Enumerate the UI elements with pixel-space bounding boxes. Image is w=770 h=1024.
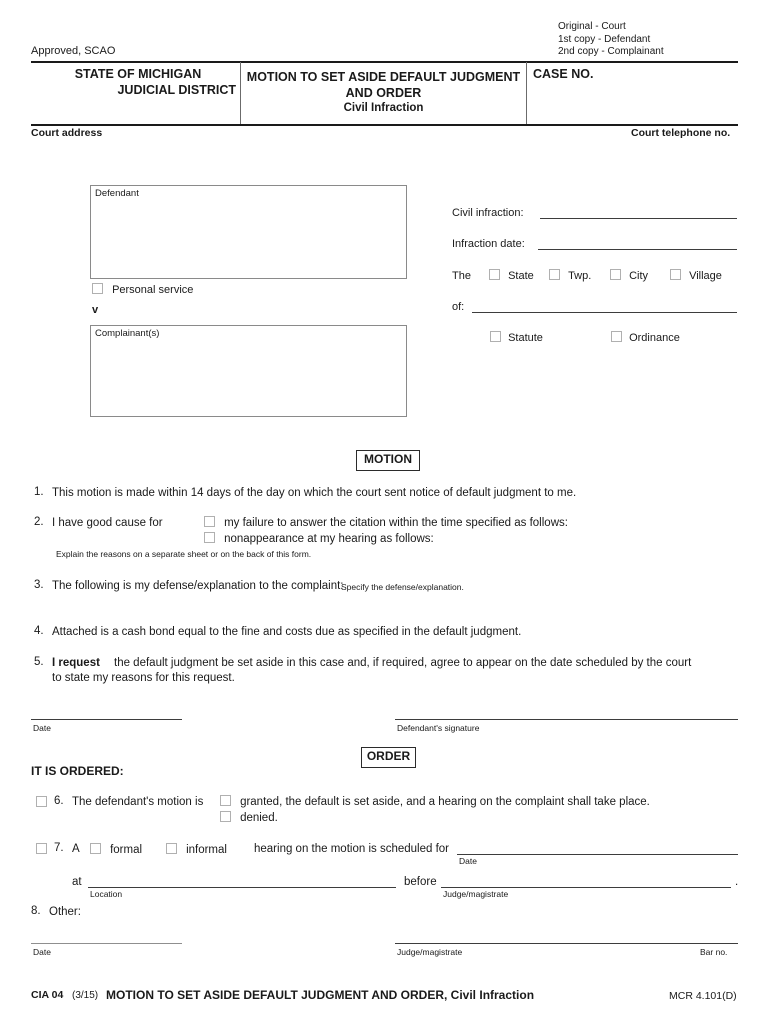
order-judge-rule	[395, 943, 738, 944]
it-is-ordered-label: IT IS ORDERED:	[31, 764, 124, 778]
motion-banner: MOTION	[356, 450, 420, 471]
jurisdiction-option-city[interactable]	[610, 269, 648, 282]
city-checkbox[interactable]	[610, 269, 621, 280]
case-no-input[interactable]	[533, 84, 731, 118]
item-6-option-b-label: denied.	[240, 812, 278, 824]
personal-service-label: Personal service	[112, 284, 194, 296]
order-date-caption: Date	[33, 947, 51, 957]
formal-checkbox[interactable]	[90, 843, 101, 854]
item-4-number: 4.	[34, 625, 44, 637]
personal-service-checkbox[interactable]	[92, 283, 103, 294]
motion-date-rule	[31, 719, 182, 720]
denied-checkbox[interactable]	[220, 811, 231, 822]
granted-checkbox[interactable]	[220, 795, 231, 806]
village-label: Village	[689, 270, 722, 282]
of-input[interactable]	[472, 297, 737, 313]
form-title-line-3: Civil Infraction	[343, 102, 424, 114]
infraction-date-input[interactable]	[538, 234, 737, 250]
item-4-text: Attached is a cash bond equal to the fine and costs due as specified in the default judgment.	[52, 626, 522, 638]
court-address-label: Court address	[31, 127, 103, 139]
informal-label: informal	[186, 844, 227, 856]
item-1-text: This motion is made within 14 days of the day on which the court sent notice of default judgment to me.	[52, 487, 577, 499]
state-of-michigan-label: STATE OF MICHIGAN	[74, 67, 202, 81]
item-7-text: hearing on the motion is scheduled for	[254, 843, 449, 855]
item-6-checkbox-wrap[interactable]	[36, 796, 47, 809]
ordinance-label: Ordinance	[629, 332, 680, 344]
item-2-number: 2.	[34, 516, 44, 528]
motion-date-input[interactable]	[31, 703, 182, 719]
item-8-number: 8.	[31, 905, 41, 917]
court-telephone-input[interactable]	[600, 137, 738, 159]
defendant-signature-input[interactable]	[395, 703, 738, 719]
nonappearance-checkbox[interactable]	[204, 532, 215, 543]
state-checkbox[interactable]	[489, 269, 500, 280]
twp-label: Twp.	[568, 270, 592, 282]
item-6-lead: The defendant's motion is	[72, 796, 204, 808]
personal-service-row[interactable]	[92, 283, 193, 296]
form-title-line-2: AND ORDER	[345, 86, 422, 100]
item-6-option-denied[interactable]	[220, 811, 278, 824]
header-top-rule	[31, 61, 738, 63]
jurisdiction-option-village[interactable]	[670, 269, 722, 282]
hearing-date-caption: Date	[459, 856, 477, 866]
state-label: State	[508, 270, 534, 282]
court-address-input[interactable]	[31, 137, 591, 159]
formal-label: formal	[110, 844, 143, 856]
bar-no-caption: Bar no.	[700, 947, 728, 957]
item-5-lead: I request	[52, 657, 100, 669]
order-judge-caption: Judge/magistrate	[397, 947, 463, 957]
item-3-text: The following is my defense/explanation to the complaint:	[52, 580, 344, 592]
defendant-signature-rule	[395, 719, 738, 720]
footer-title: MOTION TO SET ASIDE DEFAULT JUDGMENT AND ORDER, Civil Infraction	[106, 988, 535, 1002]
header-divider-left	[240, 62, 241, 124]
statute-checkbox[interactable]	[490, 331, 501, 342]
item-6-option-a-label: granted, the default is set aside, and a hearing on the complaint shall take place.	[240, 796, 650, 808]
item-8-input[interactable]	[90, 903, 738, 923]
complainant-box[interactable]	[90, 325, 407, 417]
civil-infraction-input[interactable]	[540, 203, 737, 219]
hearing-date-input[interactable]	[457, 839, 738, 855]
item-2-option-nonappearance[interactable]	[204, 532, 434, 545]
item-6-option-granted[interactable]	[220, 795, 650, 808]
copy-line-first: 1st copy - Defendant	[558, 33, 651, 45]
item-5-text-line-2: to state my reasons for this request.	[52, 672, 235, 684]
copy-line-original: Original - Court	[558, 21, 626, 32]
jurisdiction-option-state[interactable]	[489, 269, 534, 282]
ordinance-checkbox[interactable]	[611, 331, 622, 342]
judicial-district-label: JUDICIAL DISTRICT	[117, 83, 236, 97]
motion-date-caption: Date	[33, 723, 51, 733]
jurisdiction-option-twp[interactable]	[549, 269, 591, 282]
item-2-note: Explain the reasons on a separate sheet or on the back of this form.	[56, 549, 312, 559]
item-5-text-line-1: the default judgment be set aside in this case and, if required, agree to appear on the date scheduled by the court	[114, 657, 692, 669]
approved-scao-label: Approved, SCAO	[31, 45, 116, 57]
infraction-date-label: Infraction date:	[452, 238, 525, 250]
item-2-lead: I have good cause for	[52, 517, 163, 529]
order-date-rule	[31, 943, 182, 944]
informal-checkbox[interactable]	[166, 843, 177, 854]
statute-label: Statute	[508, 332, 543, 344]
item-1-number: 1.	[34, 486, 44, 498]
item-5-number: 5.	[34, 656, 44, 668]
city-label: City	[629, 270, 649, 282]
defendant-signature-caption: Defendant's signature	[397, 723, 480, 733]
item-7-period: .	[735, 876, 739, 888]
item-8-text: Other:	[49, 906, 81, 918]
twp-checkbox[interactable]	[549, 269, 560, 280]
item-2-option-failure[interactable]	[204, 516, 568, 529]
court-telephone-label: Court telephone no.	[631, 127, 731, 139]
case-no-label: CASE NO.	[533, 67, 594, 81]
item-7-number: 7.	[54, 842, 64, 854]
footer-rule: MCR 4.101(D)	[669, 990, 737, 1002]
item-7-a-label: A	[72, 843, 80, 855]
item-2-option-b-label: nonappearance at my hearing as follows:	[224, 533, 434, 545]
order-banner: ORDER	[361, 747, 416, 768]
versus-label: v	[92, 304, 99, 316]
the-label: The	[452, 270, 471, 282]
item-7-before-label: before	[404, 876, 437, 888]
item-7-checkbox-wrap[interactable]	[36, 843, 47, 856]
item-6-number: 6.	[54, 795, 64, 807]
item-7-option-informal[interactable]	[166, 843, 227, 856]
hearing-judge-caption: Judge/magistrate	[443, 889, 509, 899]
item-3-number: 3.	[34, 579, 44, 591]
hearing-location-caption: Location	[90, 889, 123, 899]
defendant-box[interactable]	[90, 185, 407, 279]
item-2-option-a-label: my failure to answer the citation within the time specified as follows:	[224, 517, 568, 529]
failure-to-answer-checkbox[interactable]	[204, 516, 215, 527]
complainant-label: Complainant(s)	[95, 328, 160, 339]
of-label: of:	[452, 301, 465, 313]
bar-no-input[interactable]	[660, 927, 738, 943]
header-divider-right	[526, 62, 527, 124]
defendant-label: Defendant	[95, 188, 139, 199]
copy-line-second: 2nd copy - Complainant	[558, 46, 664, 57]
item-6-checkbox[interactable]	[36, 796, 47, 807]
footer-revision: (3/15)	[72, 990, 99, 1001]
hearing-location-input[interactable]	[88, 872, 396, 888]
civil-infraction-label: Civil infraction:	[452, 207, 524, 219]
order-judge-input[interactable]	[395, 927, 655, 943]
footer-form-code: CIA 04	[31, 989, 64, 1001]
item-7-checkbox[interactable]	[36, 843, 47, 854]
item-7-at-label: at	[72, 876, 82, 888]
authority-option-statute[interactable]	[490, 331, 543, 344]
item-3-input[interactable]	[52, 596, 738, 620]
item-7-option-formal[interactable]	[90, 843, 142, 856]
form-title-line-1: MOTION TO SET ASIDE DEFAULT JUDGMENT	[246, 70, 521, 84]
village-checkbox[interactable]	[670, 269, 681, 280]
hearing-judge-input[interactable]	[441, 872, 731, 888]
order-date-input[interactable]	[31, 927, 182, 943]
authority-option-ordinance[interactable]	[611, 331, 680, 344]
item-3-hint: Specify the defense/explanation.	[341, 582, 464, 592]
